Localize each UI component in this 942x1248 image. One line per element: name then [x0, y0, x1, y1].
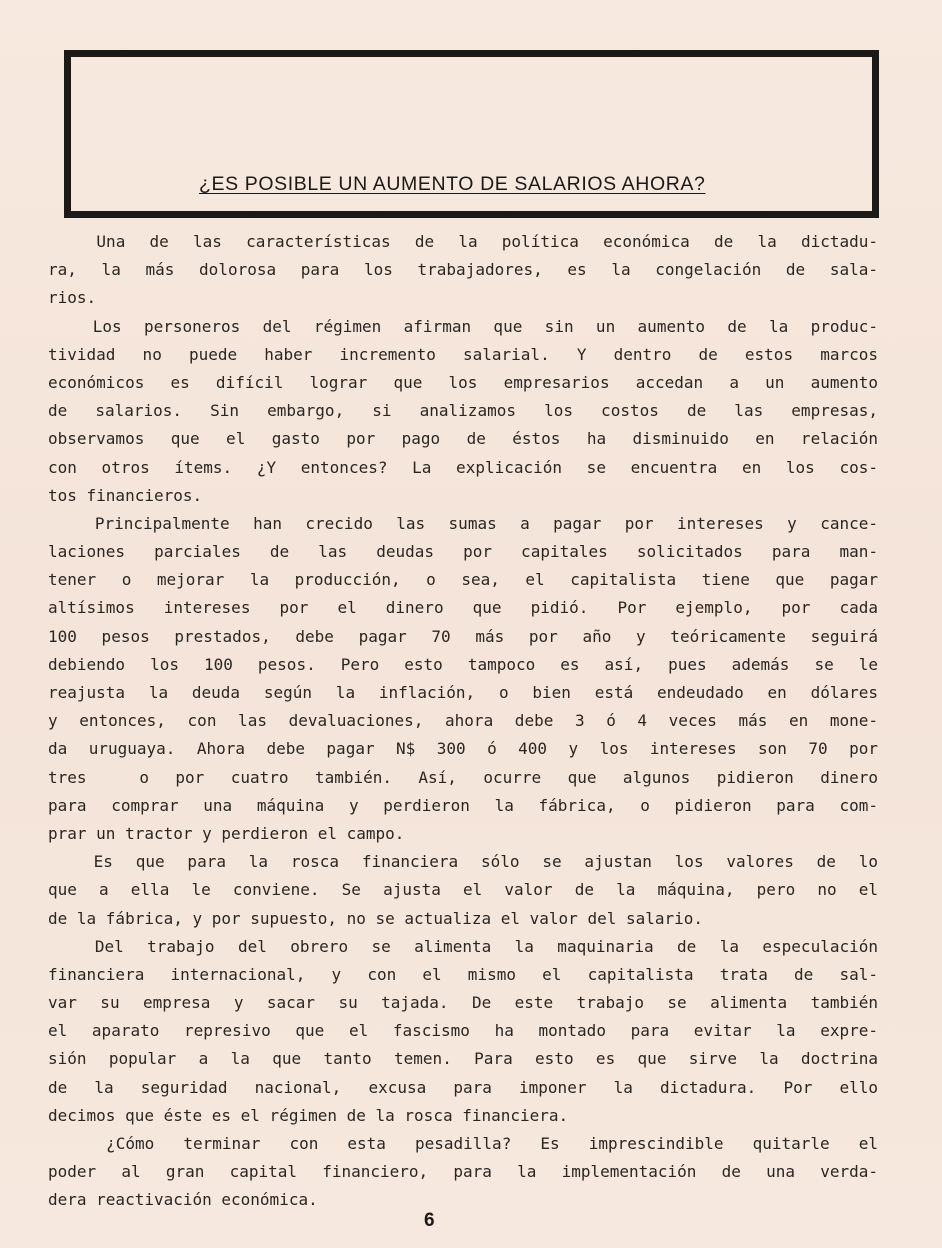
page-number: 6: [424, 1210, 435, 1231]
title-frame: [64, 50, 879, 218]
text-line: dera reactivación económica.: [48, 1190, 318, 1210]
text-line: ra, la más dolorosa para los trabajadores, es la congelación de sala-: [48, 260, 878, 280]
text-line: ¿Cómo terminar con esta pesadilla? Es imprescindible quitarle el: [48, 1134, 878, 1153]
text-line: observamos que el gasto por pago de éstos ha disminuido en relación: [48, 429, 878, 449]
paragraph: [48, 1130, 878, 1215]
text-line: que a ella le conviene. Se ajusta el valor de la máquina, pero no el: [48, 880, 878, 900]
text-line: Es que para la rosca financiera sólo se ajustan los valores de lo: [48, 852, 878, 872]
text-line: reajusta la deuda según la inflación, o bien está endeudado en dólares: [48, 683, 878, 702]
text-line: de salarios. Sin embargo, si analizamos los costos de las empresas,: [48, 401, 878, 421]
text-line: económicos es difícil lograr que los empresarios accedan a un aumento: [48, 372, 878, 392]
text-line: da uruguaya. Ahora debe pagar N$ 300 ó 400 y los intereses son 70 por: [48, 739, 878, 759]
text-line: tividad no puede haber incremento salarial. Y dentro de estos marcos: [48, 344, 878, 364]
text-line: tener o mejorar la producción, o sea, el capitalista tiene que pagar: [48, 570, 878, 590]
text-line: debiendo los 100 pesos. Pero esto tampoco es así, pues además se le: [48, 654, 878, 674]
text-line: tres o por cuatro también. Así, ocurre que algunos pidieron dinero: [48, 767, 878, 787]
text-line: Principalmente han crecido las sumas a pagar por intereses y cance-: [48, 513, 878, 533]
paragraph: [48, 313, 878, 510]
page-title: ¿ES POSIBLE UN AUMENTO DE SALARIOS AHORA?: [199, 173, 706, 195]
text-line: Una de las características de la política económica de la dictadu-: [48, 232, 878, 251]
paragraph: [48, 228, 878, 313]
text-line: con otros ítems. ¿Y entonces? La explicación se encuentra en los cos-: [48, 457, 878, 477]
text-line: el aparato represivo que el fascismo ha montado para evitar la expre-: [48, 1021, 878, 1041]
text-line: decimos que éste es el régimen de la rosca financiera.: [48, 1105, 569, 1125]
text-line: sión popular a la que tanto temen. Para esto es que sirve la doctrina: [48, 1049, 878, 1069]
paragraph: [48, 510, 878, 848]
text-line: Del trabajo del obrero se alimenta la maquinaria de la especulación: [48, 936, 878, 956]
paragraph: [48, 848, 878, 933]
text-line: de la seguridad nacional, excusa para imponer la dictadura. Por ello: [48, 1077, 878, 1097]
article-body: [48, 228, 878, 1215]
text-line: tos financieros.: [48, 485, 203, 505]
text-line: poder al gran capital financiero, para la implementación de una verda-: [48, 1162, 878, 1182]
text-line: para comprar una máquina y perdieron la fábrica, o pidieron para com-: [48, 795, 878, 815]
text-line: rios.: [48, 288, 97, 308]
text-line: financiera internacional, y con el mismo el capitalista trata de sal-: [48, 964, 878, 984]
text-line: prar un tractor y perdieron el campo.: [48, 823, 405, 843]
text-line: laciones parciales de las deudas por capitales solicitados para man-: [48, 542, 878, 562]
text-line: y entonces, con las devaluaciones, ahora debe 3 ó 4 veces más en mone-: [48, 711, 878, 731]
text-line: altísimos intereses por el dinero que pidió. Por ejemplo, por cada: [48, 598, 878, 618]
text-line: Los personeros del régimen afirman que sin un aumento de la produc-: [48, 316, 878, 336]
text-line: de la fábrica, y por supuesto, no se actualiza el valor del salario.: [48, 908, 704, 928]
paragraph: [48, 933, 878, 1130]
text-line: 100 pesos prestados, debe pagar 70 más por año y teóricamente seguirá: [48, 626, 878, 646]
text-line: var su empresa y sacar su tajada. De este trabajo se alimenta también: [48, 993, 878, 1013]
